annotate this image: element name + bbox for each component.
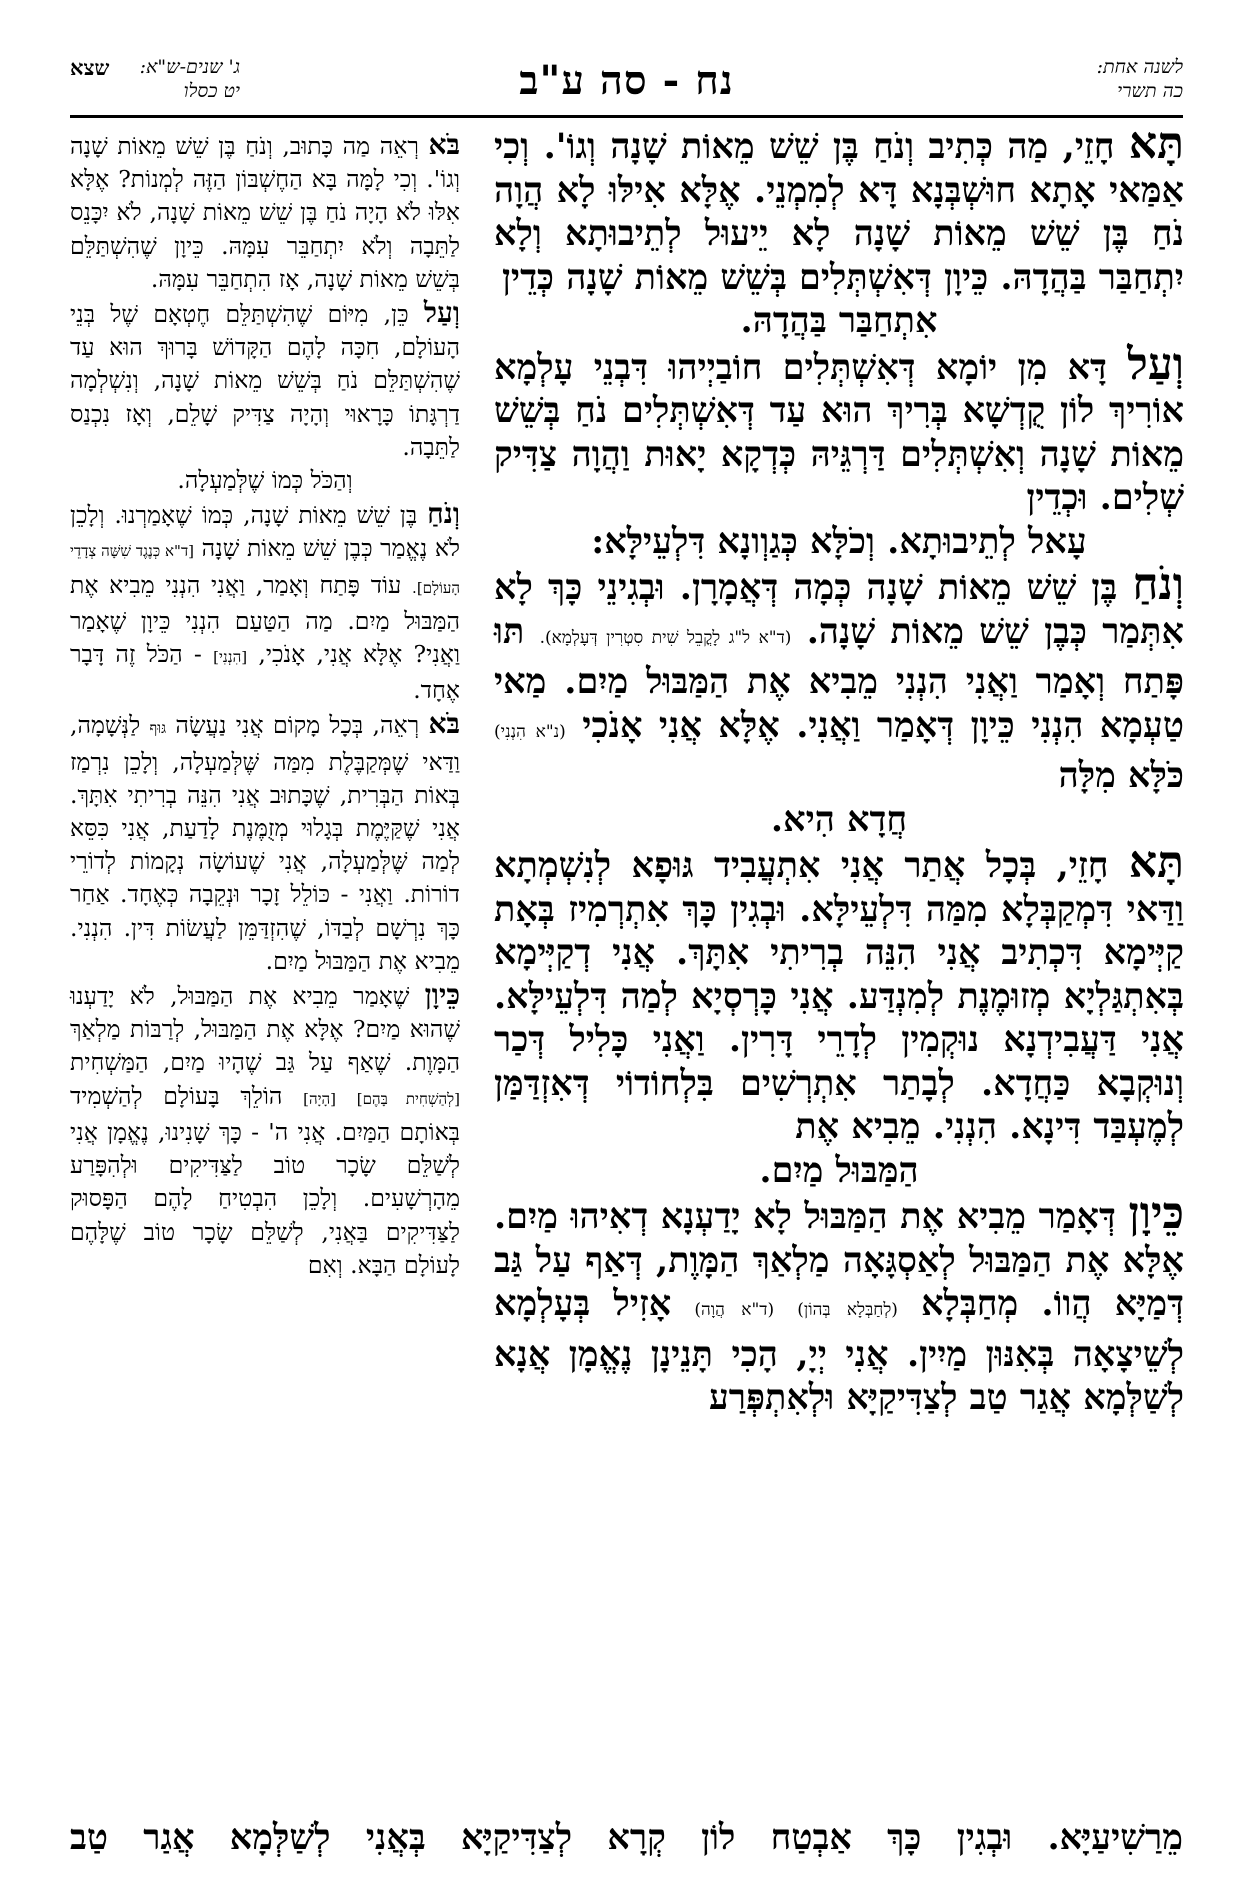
paragraph-end: אִתְחַבַּר בַּהֲדָהּ.: [740, 300, 938, 341]
paragraph-text: כֵּן, מִיּוֹם שֶׁהִשְׁתַּלֵּם חֶטְאָם שֶׁל בְּנֵי הָעוֹלָם, חִכָּה לָהֶם הַקָּדוֹשׁ בָּרוּךְ הוּא עַד שֶׁהִשְׁתַּלֵּם נֹחַ בְּשֵׁשׁ מֵאוֹת שָׁנָה, וְנִשְׁלְמָה דַרְגָּתוֹ כָּרָאוּי וְהָיָה צַדִּיק שָׁלֵם, וְאָז נִכְנַס לַתֵּבָה.: [70, 300, 460, 461]
aramaic-paragraph-5: [494, 1188, 1185, 1420]
paragraph-text: כֹּלָּא מִלָּה: [1058, 755, 1184, 796]
variant-note: [הִנְנִי]: [213, 648, 248, 667]
opening-word: בֹּא: [428, 707, 460, 741]
opening-word: וְנֹחַ: [1132, 559, 1184, 610]
paragraph-text: עוֹד פָּתַח וְאָמַר, וַאֲנִי הִנְנִי מֵבִיא אֶת הַמַּבּוּל מַיִם. מַה הַטַּעַם הִנְנִי כֵּיוָן שֶׁאָמַר וַאֲנִי? אֶלָּא אֲנִי, אָנֹכִי,: [70, 570, 460, 669]
aramaic-paragraph-1: [494, 118, 1184, 299]
header-right-line2: כה תשרי: [1117, 80, 1183, 102]
aramaic-paragraph-2: [494, 338, 1184, 520]
aramaic-column: [494, 118, 1185, 1420]
header-right-line1: לשנה אחת:: [1096, 56, 1183, 78]
opening-word: כֵּיוָן: [1128, 1188, 1184, 1239]
opening-word: וְנֹחַ: [427, 497, 460, 531]
paragraph-text: דְּאָמַר מֵבִיא אֶת הַמַּבּוּל לָא יָדַעְנָא דְאִיהוּ מַיִם. אֶלָּא אֶת הַמַּבּוּל לְאַסְגָּאָה מַלְאַךְ הַמָּוֶת, דְּאַף עַל גַּב דְּמַיָּא הֲווֹ. מְחַבְּלָא: [494, 1196, 1185, 1324]
page-header: [70, 55, 1183, 119]
paragraph-end: עָאל לְתֵיבוּתָא. וְכֹלָּא כְּגַוְונָא דִּלְעֵילָּא:: [591, 520, 1087, 562]
header-rule: [70, 115, 1183, 118]
variant-note: [לְהַשְׁחִית בָּהֶם]: [356, 1089, 460, 1108]
bottom-full-width-line: מֵרַשִׁיעַיָּא. וּבְגִין כָּךְ אַבְטַח לוֹן קְרָא לְצַדִּיקַיָּא בְּאֲנִי לְשַׁלְּמָא אֲגַר טַב: [70, 1817, 1183, 1858]
paragraph-text: דָּא מִן יוֹמָא דְּאִשְׁתְּלִים חוֹבַיְיהוּ דִּבְנֵי עָלְמָא אוֹרִיךְ לוֹן קֻדְשָׁא בְּרִיךְ הוּא עַד דְּאִשְׁתְּלִים נֹחַ בְּשֵׁשׁ מֵאוֹת שָׁנָה וְאִשְׁתְּלִים דַּרְגֵּיהּ כְּדְקָא יָאוּת וַהֲוָה צַדִּיק שְׁלִים. וּכְדֵין: [494, 346, 1184, 518]
opening-word: בֹּא: [428, 128, 460, 161]
paragraph-text: חָזֵי, מַה כְּתִיב וְנֹחַ בֶּן שֵׁשׁ מֵאוֹת שָׁנָה וְגוֹ'. וְכִי אַמַּאי אָתָא חוּשְׁבְּנָא דָּא לְמִמְנֵי. אֶלָּא אִילּוּ לָא הֲוָה נֹחַ בֶּן שֵׁשׁ מֵאוֹת שָׁנָה לָא יֵיעוּל לְתֵיבוּתָא וְלָא יִתְחַבַּר בַּהֲדָהּ. כֵּיוָן דְּאִשְׁתְּלִים בְּשֵׁשׁ מֵאוֹת שָׁנָה כְּדֵין: [494, 126, 1184, 298]
variant-note: (ד"א ל"ג לָקֳבֵל שִׁית סִטְרִין דְּעָלְמָא).: [539, 627, 792, 648]
paragraph-end: וְהַכֹּל כְּמוֹ שֶׁלְּמַעְלָה.: [177, 466, 353, 495]
opening-word: וְעַל: [423, 296, 460, 330]
aramaic-paragraph-4: [494, 837, 1184, 1149]
variant-note: גּוּף: [149, 719, 167, 738]
page-number: שצא: [70, 55, 110, 80]
hebrew-paragraph-1: [70, 128, 460, 296]
opening-word: תָּא: [1128, 118, 1184, 169]
paragraph-text: הוֹלֵךְ בָּעוֹלָם לְהַשְׁמִיד בְּאוֹתָם הַמַּיִם. אֲנִי ה' - כָּךְ שָׁנִינוּ, נֶאֱמָן אֲנִי לְשַׁלֵּם שָׂכָר טוֹב לַצַּדִּיקִים וּלְהִפָּרַע מֵהָרְשָׁעִים. וְלָכֵן הִבְטִיחַ לָהֶם הַפָּסוּק לַצַּדִּיקִים בַּאֲנִי, לְשַׁלֵּם שָׂכָר טוֹב שֶׁלָּהֶם לָעוֹלָם הַבָּא. וְאִם: [70, 1081, 460, 1279]
variant-note: (לְחַבְּלָא בְּהוֹן): [797, 1300, 898, 1320]
header-left-line2: יט כסלו: [183, 80, 240, 102]
hebrew-paragraph-4: [70, 707, 460, 978]
header-left-line1: ג' שנים-ש"א:: [139, 56, 240, 78]
aramaic-paragraph-3: [494, 559, 1185, 798]
hebrew-column: [70, 128, 460, 1282]
variant-note: (נ"א הִנְנִי): [494, 721, 566, 742]
hebrew-paragraph-2: [70, 296, 460, 464]
opening-word: תָּא: [1128, 837, 1184, 888]
hebrew-paragraph-5: [70, 978, 460, 1282]
variant-note: [הָיָה]: [303, 1089, 337, 1108]
paragraph-text: לַנְּשָׁמָה, וַדַּאי שֶׁמְּקַבֶּלֶת מִמַּה שֶּׁלְּמַעְלָה, וְלָכֵן נִרְמַז בְּאוֹת הַבְּרִית, שֶׁכָּתוּב אֲנִי הִנֵּה בְרִיתִי אִתָּךְ. אֲנִי שֶׁקַּיֶּמֶת בְּגָלוּי מְזֻמֶּנֶת לָדַעַת, אֲנִי כִּסֵּא לְמַה שֶּׁלְּמַעְלָה, אֲנִי שֶׁעוֹשָׂה נְקָמוֹת לְדוֹרֵי דוֹרוֹת. וַאֲנִי - כּוֹלֵל זָכָר וּנְקֵבָה כְּאֶחָד. אַחַר כָּךְ נִרְשָׁם לְבַדּוֹ, שֶׁהִזְדַּמֵּן לַעֲשׂוֹת דִּין. הִנְנִי. מֵבִיא אֶת הַמַּבּוּל מַיִם.: [70, 711, 460, 975]
paragraph-text: רְאֵה מַה כָּתוּב, וְנֹחַ בֶּן שֵׁשׁ מֵאוֹת שָׁנָה וְגוֹ'. וְכִי לָמָּה בָּא הַחֶשְׁבּוֹן הַזֶּה לְמְנוֹת? אֶלָּא אִלּוּ לֹא הָיָה נֹחַ בֶּן שֵׁשׁ מֵאוֹת שָׁנָה, לֹא יִכָּנֵס לַתֵּבָה וְלֹא יִתְחַבֵּר עִמָּהּ. כֵּיוָן שֶׁהִשְׁתַּלֵּם בְּשֵׁשׁ מֵאוֹת שָׁנָה, אָז הִתְחַבֵּר עִמָּהּ.: [70, 132, 460, 293]
header-right: [1097, 55, 1183, 103]
hebrew-paragraph-3: [70, 497, 460, 707]
paragraph-text: בֶּן שֵׁשׁ מֵאוֹת שָׁנָה כְּמָה דְּאֲמָרָן. וּבְגִינֵי כָּךְ לָא אִתְּמַר כְּבֶן שֵׁשׁ מֵאוֹת שָׁנָה.: [494, 567, 1185, 652]
paragraph-text: בֶּן שֵׁשׁ מֵאוֹת שָׁנָה, כְּמוֹ שֶׁאָמַרְנוּ. וְלָכֵן לֹא נֶאֱמַר כְּבֶן שֵׁשׁ מֵאוֹת שָׁנָה: [70, 501, 460, 563]
paragraph-text: רְאֵה, בְּכָל מָקוֹם אֲנִי נַעֲשָׂה: [175, 711, 420, 740]
paragraph-text: - הַכֹּל זֶה דָּבָר אֶחָד.: [70, 640, 460, 705]
variant-note: (ד"א הֲוָה): [694, 1300, 775, 1320]
paragraph-text: חָזֵי, בְּכָל אֲתַר אֲנִי אִתְעֲבִיד גּוּפָא לְנִשְׁמְתָא וַדַּאי דִּמְקַבְּלָא מִמַּה דִּלְעֵילָּא. וּבְגִין כָּךְ אִתְרְמִיז בְּאָת קַיְּימָא דִּכְתִיב אֲנִי הִנֵּה בְרִיתִי אִתָּךְ. אֲנִי דְקַיְּימָא בְּאִתְגַּלְיָא מְזוּמֶנֶת לְמִנְדַּע. אֲנִי כָּרְסְיָא לְמַה דִּלְעֵילָּא. אֲנִי דַּעֲבִידְנָא נוּקְמִין לְדָרֵי דָּרִין. וַאֲנִי כָּלִיל דְּכַר וְנוּקְבָא כַּחֲדָא. לְבָתַר אִתְרְשִׁים בִּלְחוֹדוֹי דְּאִזְדַּמַּן לְמֶעְבַּד דִּינָא. הִנְנִי. מֵבִיא אֶת: [494, 845, 1184, 1147]
paragraph-end: חֲדָא הִיא.: [770, 798, 908, 840]
page-title: נח - סה ע"ב: [519, 57, 734, 104]
paragraph-text: תּוּ פָּתַח וְאָמַר וַאֲנִי הִנְנִי מֵבִיא אֶת הַמַּבּוּל מַיִם. מַאי טַעְמָא הִנְנִי כֵּיוָן דְּאָמַר וַאֲנִי. אֶלָּא אֲנִי אָנֹכִי: [494, 610, 1184, 746]
paragraph-end: הַמַּבּוּל מַיִם.: [759, 1149, 919, 1191]
variant-note: [ד"א כְּנֶגֶד שִׁשָּׁה צְדָדֵי הָעוֹלָם].: [70, 542, 460, 597]
paragraph-text: אָזִיל בְּעָלְמָא לְשֵׁיצָאָה בְּאִנּוּן מַיִין. אֲנִי יְיָ, הָכִי תָּנֵינָן נֶאֱמָן אֲנָא לְשַׁלְּמָא אֲגַר טַב לְצַדִּיקַיָּא וּלְאִתְפְּרַע: [494, 1283, 1184, 1418]
paragraph-text: שֶׁאָמַר מֵבִיא אֶת הַמַּבּוּל, לֹא יָדַעְנוּ שֶׁהוּא מַיִם? אֶלָּא אֶת הַמַּבּוּל, לְרַבּוֹת מַלְאַךְ הַמָּוֶת. שֶׁאַף עַל גַּב שֶׁהָיוּ מַיִם, הַמַּשְׁחִית: [70, 982, 460, 1077]
opening-word: כֵּיוָן: [424, 978, 460, 1012]
opening-word: וְעַל: [1127, 338, 1184, 390]
